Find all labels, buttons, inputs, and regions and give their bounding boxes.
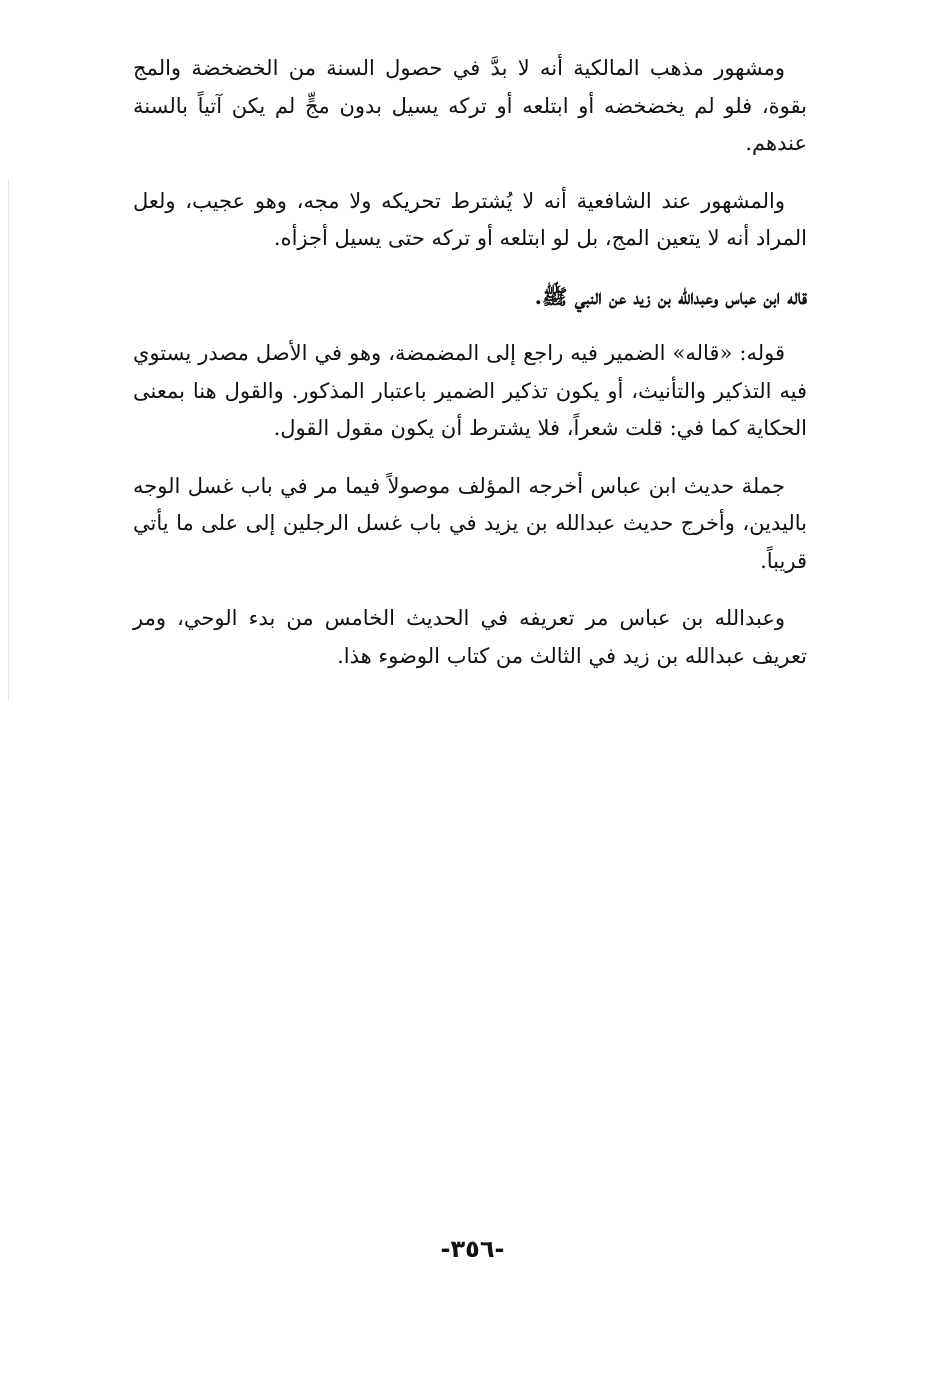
scan-edge-mark <box>8 180 9 700</box>
paragraph-shafii-view: والمشهور عند الشافعية أنه لا يُشترط تحريكه ولا مجه، وهو عجيب، ولعل المراد أنه لا يتعين المج، بل لو ابتلعه أو تركه حتى يسيل أجزأه. <box>133 188 807 250</box>
paragraph-qawluhu-commentary: قوله: «قاله» الضمير فيه راجع إلى المضمضة، وهو في الأصل مصدر يستوي فيه التذكير والتأنيث، أو يكون تذكير الضمير باعتبار المذكور. والقول هنا بمعنى الحكاية كما في: قلت شعراً، فلا يشترط أن يكون مقول القول. <box>133 341 807 440</box>
body-text <box>133 50 807 695</box>
page-number: -٣٥٦- <box>440 1235 505 1263</box>
paragraph-hadith-source: جملة حديث ابن عباس أخرجه المؤلف موصولاً فيما مر في باب غسل الوجه باليدين، وأخرج حديث عبدالله بن يزيد في باب غسل الرجلين إلى على ما يأتي قريباً. <box>133 473 807 573</box>
paragraph-narrators-reference: وعبدالله بن عباس مر تعريفه في الحديث الخامس من بدء الوحي، ومر تعريف عبدالله بن زيد في الثالث من كتاب الوضوء هذا. <box>133 606 807 668</box>
paragraph-maliki-view: ومشهور مذهب المالكية أنه لا بدَّ في حصول السنة من الخضخضة والمج بقوة، فلو لم يخضخضه أو ابتلعه أو تركه يسيل بدون مجٍّ لم يكن آتياً بالسنة عندهم. <box>133 56 807 155</box>
hadith-heading: قاله ابن عباس وعبدالله بن زيد عن النبي ﷺ. <box>534 283 807 309</box>
